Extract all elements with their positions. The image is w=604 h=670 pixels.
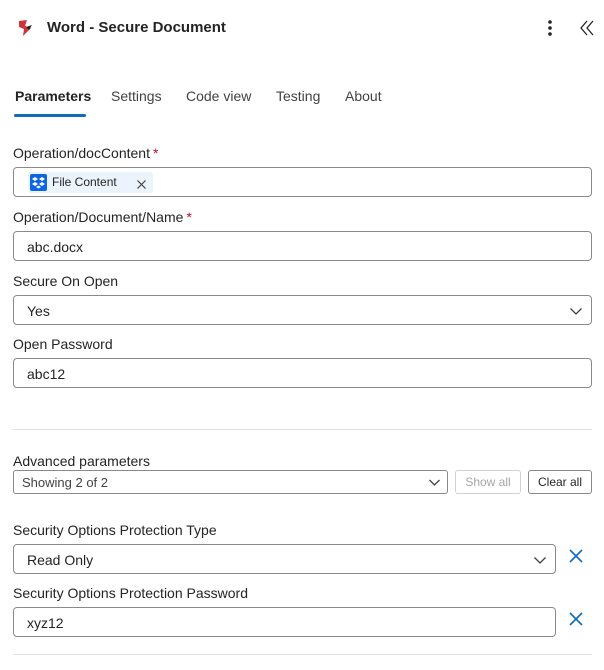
protection-type-dropdown[interactable] bbox=[13, 544, 556, 574]
required-marker: * bbox=[152, 145, 159, 161]
protection-type-value: Read Only bbox=[27, 552, 94, 568]
token-label: File Content bbox=[52, 175, 117, 189]
collapse-panel-button[interactable] bbox=[576, 17, 598, 39]
panel-header bbox=[0, 0, 604, 56]
tab-testing[interactable]: Testing bbox=[276, 88, 321, 104]
doc-name-value: abc.docx bbox=[27, 239, 84, 255]
open-password-input[interactable] bbox=[13, 358, 592, 388]
advanced-parameters-value: Showing 2 of 2 bbox=[22, 475, 109, 490]
tab-bar bbox=[0, 86, 604, 120]
plumsail-documents-icon bbox=[14, 16, 38, 40]
open-password-label: Open Password bbox=[13, 336, 113, 352]
close-icon bbox=[568, 551, 584, 568]
advanced-parameters-label: Advanced parameters bbox=[13, 453, 150, 469]
protection-password-input[interactable] bbox=[13, 607, 556, 637]
section-divider bbox=[13, 654, 592, 655]
section-divider bbox=[13, 429, 592, 430]
doc-content-label bbox=[13, 145, 158, 161]
secure-on-open-dropdown[interactable] bbox=[13, 295, 592, 325]
more-vertical-icon bbox=[540, 26, 560, 43]
chevron-down-icon bbox=[569, 304, 583, 318]
active-tab-indicator bbox=[14, 114, 86, 117]
tab-about[interactable]: About bbox=[345, 88, 382, 104]
doc-name-input[interactable] bbox=[13, 231, 592, 261]
file-content-token[interactable] bbox=[28, 172, 153, 193]
protection-password-label: Security Options Protection Password bbox=[13, 585, 248, 601]
doc-name-label-text: Operation/Document/Name bbox=[13, 209, 184, 225]
doc-content-field[interactable] bbox=[13, 167, 592, 197]
close-icon bbox=[568, 614, 584, 631]
double-chevron-left-icon bbox=[576, 26, 598, 43]
chevron-down-icon bbox=[428, 476, 441, 489]
remove-protection-type-button[interactable] bbox=[568, 548, 584, 564]
secure-on-open-label: Secure On Open bbox=[13, 273, 119, 289]
show-all-button[interactable]: Show all bbox=[455, 470, 521, 494]
remove-protection-password-button[interactable] bbox=[568, 611, 584, 627]
advanced-parameters-dropdown[interactable] bbox=[13, 470, 448, 494]
dropbox-icon bbox=[30, 174, 47, 191]
tab-code-view[interactable]: Code view bbox=[186, 88, 252, 104]
doc-name-label bbox=[13, 209, 192, 225]
secure-on-open-value: Yes bbox=[27, 303, 50, 319]
protection-password-value: xyz12 bbox=[27, 615, 64, 631]
tab-parameters[interactable]: Parameters bbox=[15, 88, 92, 104]
doc-content-label-text: Operation/docContent bbox=[13, 145, 150, 161]
more-options-button[interactable] bbox=[540, 17, 560, 39]
tab-settings[interactable]: Settings bbox=[111, 88, 162, 104]
panel-title: Word - Secure Document bbox=[47, 19, 226, 36]
chevron-down-icon bbox=[533, 553, 547, 567]
protection-type-label: Security Options Protection Type bbox=[13, 522, 217, 538]
required-marker: * bbox=[186, 209, 192, 225]
open-password-value: abc12 bbox=[27, 366, 66, 382]
remove-token-icon[interactable] bbox=[136, 177, 147, 188]
clear-all-button[interactable]: Clear all bbox=[528, 470, 592, 494]
